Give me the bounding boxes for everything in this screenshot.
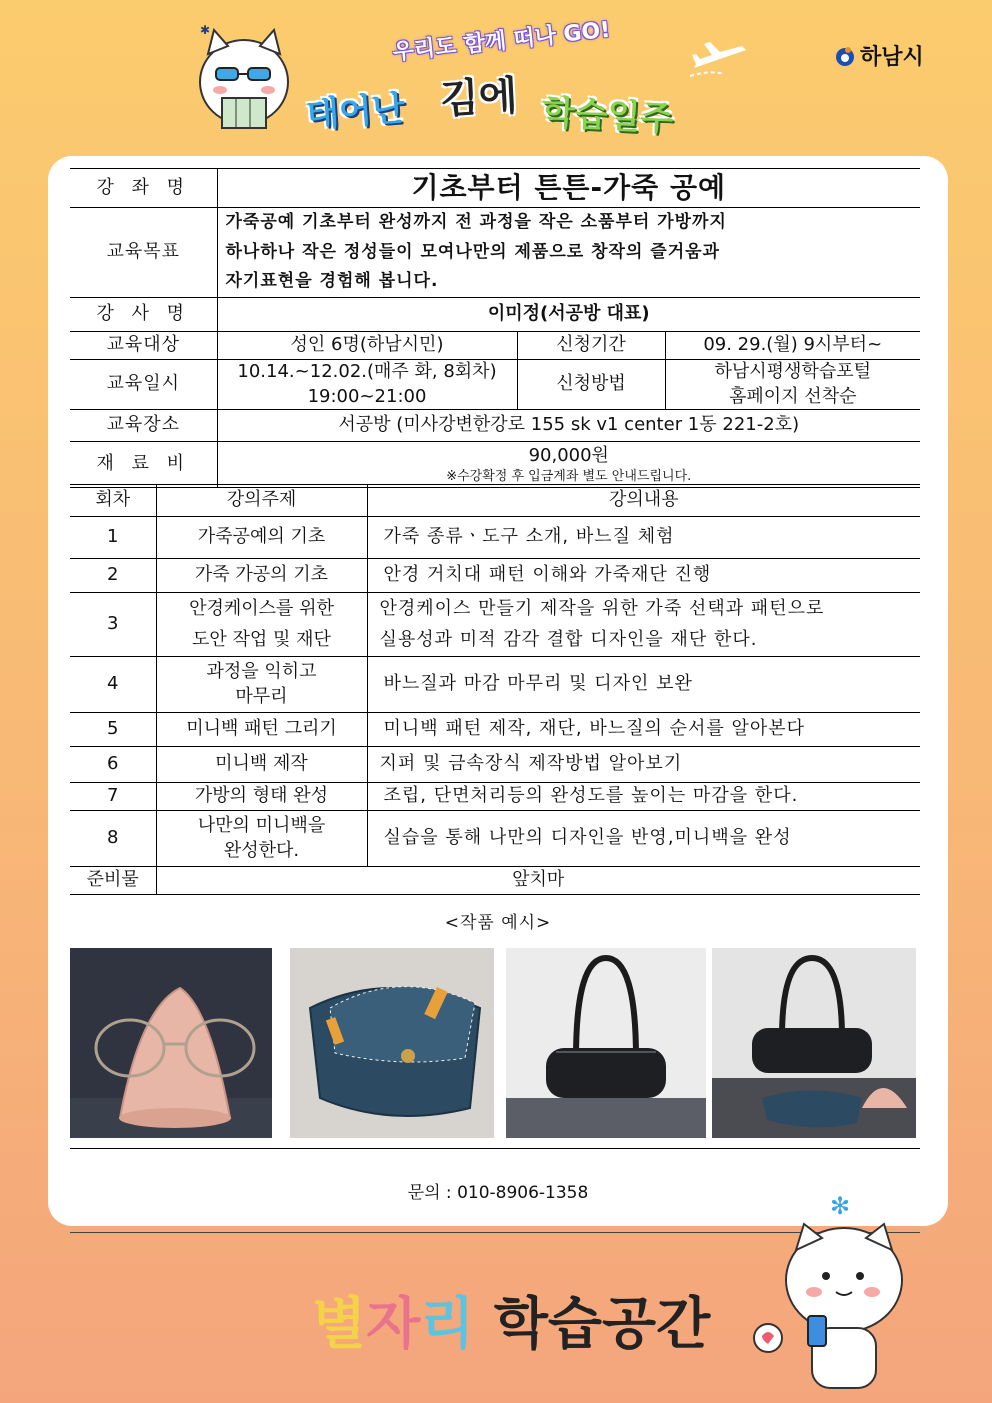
session-number: 1: [70, 517, 156, 559]
contact-info: 문의 : 010-8906-1358: [407, 1183, 589, 1203]
footer-title-part: 별: [312, 1292, 367, 1357]
session-content: 조립, 단면처리등의 완성도를 높이는 마감을 한다.: [367, 783, 920, 811]
hanam-logo-icon: [834, 45, 856, 67]
footer-title-part: 자: [366, 1292, 421, 1357]
session-topic: 미니백 패턴 그리기: [156, 713, 367, 747]
schedule-row: [70, 657, 920, 713]
schedule-row: [70, 783, 920, 811]
bag-set-photo: [712, 948, 916, 1138]
course-label: 강 좌 명: [70, 169, 217, 208]
content-card: [48, 156, 948, 1226]
session-topic: 가방의 형태 완성: [156, 783, 367, 811]
mini-bag-photo: [506, 948, 706, 1138]
schedule-table: [70, 484, 920, 895]
example-photos: [70, 948, 920, 1138]
instructor-value: 이미정(서공방 대표): [217, 298, 920, 332]
apply-method-label: 신청방법: [517, 360, 665, 410]
fee-label: 재 료 비: [70, 442, 217, 488]
place-value: 서공방 (미사강변한강로 155 sk v1 center 1동 221-2호): [217, 410, 920, 442]
apply-method-value: [665, 360, 920, 410]
hanam-logo: [834, 40, 924, 71]
header-session: 회차: [70, 485, 156, 517]
svg-text:✻: ✻: [830, 1192, 851, 1220]
mascot-phone-icon: [752, 1188, 912, 1398]
schedule-row: [70, 811, 920, 867]
session-content: 가죽 종류ㆍ도구 소개, 바느질 체험: [367, 517, 920, 559]
apply-period-label: 신청기간: [517, 332, 665, 360]
divider: [70, 1148, 920, 1149]
slogan-text: 우리도 함께 떠나 GO!: [391, 17, 612, 66]
topic-line: 과정을 익히고: [206, 661, 317, 683]
session-content: [367, 593, 920, 657]
session-content: 지퍼 및 금속장식 제작방법 알아보기: [367, 747, 920, 783]
fee-value: [217, 442, 920, 488]
session-content: 미니백 패턴 제작, 재단, 바느질의 순서를 알아본다: [367, 713, 920, 747]
date-label: 교육일시: [70, 360, 217, 410]
goal-line: 가죽공예 기초부터 완성까지 전 과정을 작은 소품부터 가방까지: [225, 211, 727, 232]
session-topic: [156, 811, 367, 867]
session-number: 4: [70, 657, 156, 713]
header-content: 강의내용: [367, 485, 920, 517]
session-topic: 가죽공예의 기초: [156, 517, 367, 559]
prep-label: 준비물: [70, 867, 156, 895]
topic-line: 완성한다.: [223, 839, 300, 861]
fee-note: ※수강확정 후 입금계좌 별도 안내드립니다.: [446, 468, 692, 484]
title-part-2: 김에: [439, 73, 519, 123]
session-content: 바느질과 마감 마무리 및 디자인 보완: [367, 657, 920, 713]
logo-text: 하남시: [860, 45, 924, 70]
schedule-row: [70, 747, 920, 783]
prep-row: [70, 867, 920, 895]
topic-line: 안경케이스를 위한: [189, 597, 334, 619]
session-number: 5: [70, 713, 156, 747]
examples-title: <작품 예시>: [444, 913, 552, 933]
mascot-traveler-icon: [192, 20, 297, 135]
prep-value: 앞치마: [156, 867, 920, 895]
apply-period-value: 09. 29.(월) 9시부터~: [665, 332, 920, 360]
topic-line: 도안 작업 및 재단: [192, 628, 331, 650]
schedule-row: [70, 593, 920, 657]
glasses-case-photo: [290, 948, 494, 1138]
session-number: 3: [70, 593, 156, 657]
fee-amount: 90,000원: [528, 444, 609, 466]
date-line: 10.14.~12.02.(매주 화, 8회차): [237, 361, 497, 383]
glasses-stand-photo: [70, 948, 272, 1138]
session-topic: [156, 657, 367, 713]
session-topic: 미니백 제작: [156, 747, 367, 783]
session-number: 7: [70, 783, 156, 811]
schedule-row: [70, 713, 920, 747]
footer-title: [312, 1280, 710, 1360]
goal-line: 자기표현을 경험해 봅니다.: [225, 271, 439, 292]
schedule-row: [70, 517, 920, 559]
session-number: 6: [70, 747, 156, 783]
place-label: 교육장소: [70, 410, 217, 442]
schedule-row: [70, 559, 920, 593]
header-topic: 강의주제: [156, 485, 367, 517]
target-value: 성인 6명(하남시민): [217, 332, 517, 360]
instructor-label: 강 사 명: [70, 298, 217, 332]
title-part-3: 학습일주: [540, 92, 675, 140]
topic-line: 마무리: [235, 685, 288, 707]
goal-text: [217, 207, 920, 297]
session-content: 실습을 통해 나만의 디자인을 반영,미니백을 완성: [367, 811, 920, 867]
course-title: 기초부터 튼튼-가죽 공예: [217, 169, 920, 208]
title-part-1: 태어난: [304, 88, 407, 136]
goal-line: 하나하나 작은 정성들이 모여나만의 제품으로 창작의 즐거움과: [225, 241, 720, 262]
content-line: 실용성과 미적 감각 결합 디자인을 재단 한다.: [379, 628, 758, 650]
session-number: 2: [70, 559, 156, 593]
time-line: 19:00~21:00: [307, 385, 427, 407]
footer-title-part: 학습공간: [474, 1292, 711, 1357]
session-topic: [156, 593, 367, 657]
session-number: 8: [70, 811, 156, 867]
apply-method-line: 하남시평생학습포털: [714, 361, 871, 383]
apply-method-line: 홈페이지 선착순: [729, 385, 857, 407]
content-line: 안경케이스 만들기 제작을 위한 가죽 선택과 패턴으로: [379, 597, 825, 619]
airplane-icon: [690, 40, 750, 80]
footer-title-part: 리: [420, 1292, 475, 1357]
topic-line: 나만의 미니백을: [197, 815, 326, 837]
goal-label: 교육목표: [70, 207, 217, 297]
header: [0, 0, 992, 160]
svg-text:✱: ✱: [200, 23, 211, 37]
session-topic: 가죽 가공의 기초: [156, 559, 367, 593]
target-label: 교육대상: [70, 332, 217, 360]
date-value: [217, 360, 517, 410]
course-info-table: [70, 168, 920, 488]
session-content: 안경 거치대 패턴 이해와 가죽재단 진행: [367, 559, 920, 593]
